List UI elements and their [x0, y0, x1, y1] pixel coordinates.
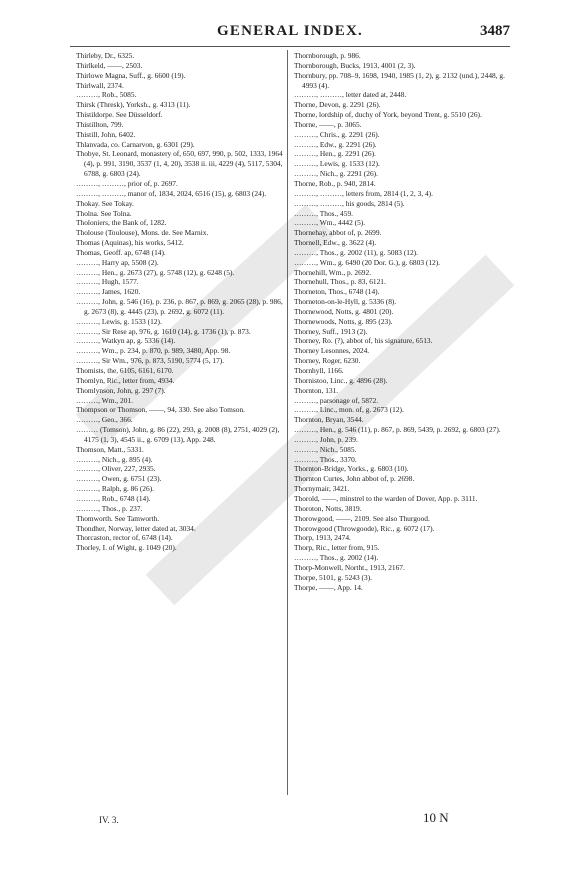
index-entry: Thomas (Aquinas), his works, 5412. [76, 238, 184, 248]
index-entry: Thlanvada, co. Carnarvon, g. 6301 (29). [76, 139, 195, 149]
index-entry: Thornell, Edw., g. 3622 (4). [294, 238, 377, 248]
index-entry: ………, Ralph, g. 86 (26). [76, 484, 155, 494]
index-entry: ………, Geo., 366. [76, 415, 133, 425]
index-entry: Thirsk (Thresk), Yorksh., g. 4313 (11). [76, 100, 191, 110]
index-entry: ………, ………, letters from, 2814 (1, 2, 3, 4). [294, 188, 433, 198]
index-entry: Thornborough, Bucks, 1913, 4001 (2, 3). [294, 60, 416, 70]
index-entry: Thorp-Monwell, Northt., 1913, 2167. [294, 562, 405, 572]
index-entry: ………, ………, manor of, 1834, 2024, 6516 (15), g. 6803 (24). [76, 188, 267, 198]
index-entry: Thornehay, abbot of, p. 2699. [294, 228, 382, 238]
index-entry: ………, ………, prior of, p. 2697. [76, 178, 178, 188]
index-entry: Thorney, Suff., 1913 (2). [294, 326, 368, 336]
index-entry: Thorp, 1913, 2474. [294, 533, 351, 543]
index-entry: Thomlynson, John, g. 297 (7). [76, 385, 166, 395]
index-entry: Tholouse (Toulouse), Mons. de. See Marnix. [76, 228, 209, 238]
index-entry: ………, Wm., 4442 (5). [294, 218, 366, 228]
index-entry: Thornton-Bridge, Yorks., g. 6803 (10). [294, 464, 409, 474]
index-entry: ………, Thos., g. 2002 (14). [294, 553, 379, 563]
index-entry: Thornistoo, Linc., g. 4896 (28). [294, 375, 388, 385]
index-entry: Thirlkeld, ——, 2503. [76, 60, 143, 70]
index-entry: Thomson, Matt., 5331. [76, 444, 144, 454]
index-entry: ………, Rob., 5085. [76, 90, 137, 100]
index-entry: ………, Nich., g. 2291 (26). [294, 169, 378, 179]
index-entry: Thornewoods, Notts, g. 895 (23). [294, 316, 393, 326]
index-entry: Thomists, the, 6105, 6161, 6170. [76, 366, 174, 375]
index-entry: Thorneton, Thos., 6748 (14). [294, 287, 380, 297]
index-entry: ………, Linc., mon. of, g. 2673 (12). [294, 405, 404, 415]
index-entry: Thornhyll, 1166. [294, 366, 344, 375]
index-entry: Thorowgood (Throwgoode), Ric., g. 6072 (17). [294, 523, 435, 533]
index-entry: ………, Wm., 201. [76, 395, 133, 405]
signature-mark: 10 N [423, 810, 449, 825]
index-entry: Thomworth. See Tamworth. [76, 513, 160, 523]
index-entry: ………, Owen, g. 6751 (23). [76, 474, 162, 484]
index-entry: Thorley, I. of Wight, g. 1049 (20). [76, 543, 177, 553]
index-entry: Thoroton, Notts, 3819. [294, 503, 362, 513]
index-entry: ………, Oliver, 227, 2935. [76, 464, 156, 474]
index-entry: ………, Nich., g. 895 (4). [76, 454, 153, 464]
index-entry: Tholoniers, the Bank of, 1282. [76, 218, 167, 228]
index-entry: Thorpe, ——, App. 14. [294, 582, 363, 592]
index-entry: ………, Hen., g. 546 (11), p. 867, p. 869, 5439, p. 2692, g. 6803 (27). [294, 425, 501, 435]
index-entry: Thorcaston, rector of, 6748 (14). [76, 533, 173, 543]
index-entry: ………, Thos., 3370. [294, 454, 357, 464]
index-entry: Thomas, Geoff. ap, 6748 (14). [76, 247, 166, 257]
index-entry: Thokay. See Tokay. [76, 198, 134, 208]
index-entry: Thorneton-on-le-Hyll, g. 5336 (8). [294, 297, 397, 307]
index-entry: Thornehill, Wm., p. 2692. [294, 267, 372, 277]
index-entry: Thornborough, p. 986. [294, 51, 361, 60]
index-entry: Thorold, ——, minstrel to the warden of Dover, App. p. 3111. [294, 493, 478, 503]
index-entry: Thorney, Ro. (?), abbot of, his signature, 6513. [294, 336, 433, 346]
index-entry: ……… (Tomson), John, g. 86 (22), 293, g. 2008 (8), 2751, 4029 (2), 4175 (1, 3), 4545 ii., g. 6709 (13), App. 248. [76, 425, 280, 444]
index-entry: Thorne, lordship of, duchy of York, beyond Trent, g. 5510 (26). [294, 110, 482, 120]
index-entry: Thorne, ——, p. 3065. [294, 119, 362, 129]
index-entry: ………, Wm., p. 234, p. 870, p. 989, 3480, App. 98. [76, 346, 231, 356]
index-entry: ………, ………, his goods, 2814 (5). [294, 198, 405, 208]
index-entry: ………, Watkyn ap, g. 5336 (14). [76, 336, 176, 346]
index-entry: Thornehull, Thos., p. 83, 6121. [294, 277, 386, 287]
page-title: GENERAL INDEX. [217, 23, 363, 39]
page-header [70, 20, 510, 47]
index-entry: ………, parsonage of, 5872. [294, 395, 379, 405]
index-entry: ………, Sir Rese ap, 976, g. 1610 (14), g. 1736 (1), p. 873. [76, 326, 251, 336]
index-entry: Thornbury, pp. 708–9, 1698, 1940, 1985 (1, 2), g. 2132 (und.), 2448, g. 4993 (4). [294, 70, 505, 90]
index-entry: Thorpe, 5101, g. 5243 (3). [294, 572, 372, 582]
index-entry: ………, John, g. 546 (16), p. 236, p. 867, p. 869, g. 2065 (28), p. 986, g. 2673 (8), g. 4445 (23), p. 2692, g. 6072 (11). [76, 297, 283, 316]
index-entry: Thompson or Thomson, ——, 94, 330. See also Tomson. [76, 405, 245, 415]
index-entry: ………, Hugh, 1577. [76, 277, 139, 287]
index-entry: Thomlyn, Ric., letter from, 4934. [76, 375, 175, 385]
index-entry: Thistillton, 799. [76, 119, 124, 129]
index-entry: ………, Lewis, g. 1533 (12). [294, 159, 380, 169]
volume-label: IV. 3. [99, 815, 119, 825]
page-number: 3487 [480, 23, 510, 39]
index-entry: ………, Thos., 459. [294, 208, 353, 218]
index-entry: Tholna. See Tolna. [76, 208, 132, 218]
index-entry: Thistildorpe. See Düsseldorf. [76, 110, 163, 120]
index-entry: Thorne, Rob., p. 940, 2814. [294, 178, 376, 188]
index-entry: ………, ………, letter dated at, 2448. [294, 90, 407, 100]
index-entry: Thornewood, Notts, g. 4801 (20). [294, 306, 394, 316]
index-entry: Thobye, St. Leonard, monastery of, 650, 697, 990, p. 502, 1333, 1964 (4), p. 991, 3190, 3537 (1, 4, 20), 3538 ii. iii, 4229 (4), 5117, 5304, 6788, g. 6803 (24). [76, 149, 283, 179]
index-entry: Thorowgood, ——, 2109. See also Thurgood. [294, 513, 430, 523]
index-entry: Thorne, Devon, g. 2291 (26). [294, 100, 381, 110]
index-entry: ………, Chris., g. 2291 (26). [294, 129, 380, 139]
index-entry: Thorp, Ric., letter from, 915. [294, 543, 380, 553]
index-entry: Thorney, Roger, 6230. [294, 356, 361, 366]
index-entry: ………, Hen., g. 2291 (26). [294, 149, 376, 159]
index-entry: ………, John, p. 239. [294, 434, 358, 444]
index-entry: ………, Hen., g. 2673 (27), g. 5748 (12), g. 6248 (5). [76, 267, 235, 277]
index-entry: Thornton Curtes, John abbot of, p. 2698. [294, 474, 415, 484]
index-column-right [294, 51, 519, 592]
index-entry: ………, Sir Wm., 976, p. 873, 5190, 5774 (5, 17). [76, 356, 225, 366]
index-entry: Thirlwall, 2374. [76, 80, 124, 90]
index-entry: ………, Nich., 5085. [294, 444, 357, 454]
index-entry: Thondher, Norway, letter dated at, 3034. [76, 523, 196, 533]
index-entry: ………, James, 1620. [76, 287, 141, 297]
index-entry: Thorney Lesonnes, 2024. [294, 346, 370, 356]
index-entry: Thornton, Bryan, 3544. [294, 415, 364, 425]
index-entry: Thirleby, Dr., 6325. [76, 51, 135, 60]
index-entry: ………, Lewis, g. 1533 (12). [76, 316, 162, 326]
index-entry: ………, Harry ap, 5508 (2). [76, 257, 159, 267]
index-entry: Thornton, 131. [294, 385, 339, 395]
index-entry: Thornymair, 3421. [294, 484, 350, 494]
index-entry: ………, Thos., p. 237. [76, 503, 143, 513]
index-entry: ………, Edw., g. 2291 (26). [294, 139, 377, 149]
index-entry: Thistill, John, 6402. [76, 129, 136, 139]
index-entry: ………, Thos., g. 2002 (11), g. 5083 (12). [294, 247, 418, 257]
index-entry: ………, Wm., g. 6490 (20 Dor. G.), g. 6803 (12). [294, 257, 441, 267]
index-entry: ………, Rob., 6748 (14). [76, 493, 151, 503]
index-entry: Thirlowe Magna, Suff., g. 6600 (19). [76, 70, 186, 80]
index-column-left [76, 51, 288, 553]
